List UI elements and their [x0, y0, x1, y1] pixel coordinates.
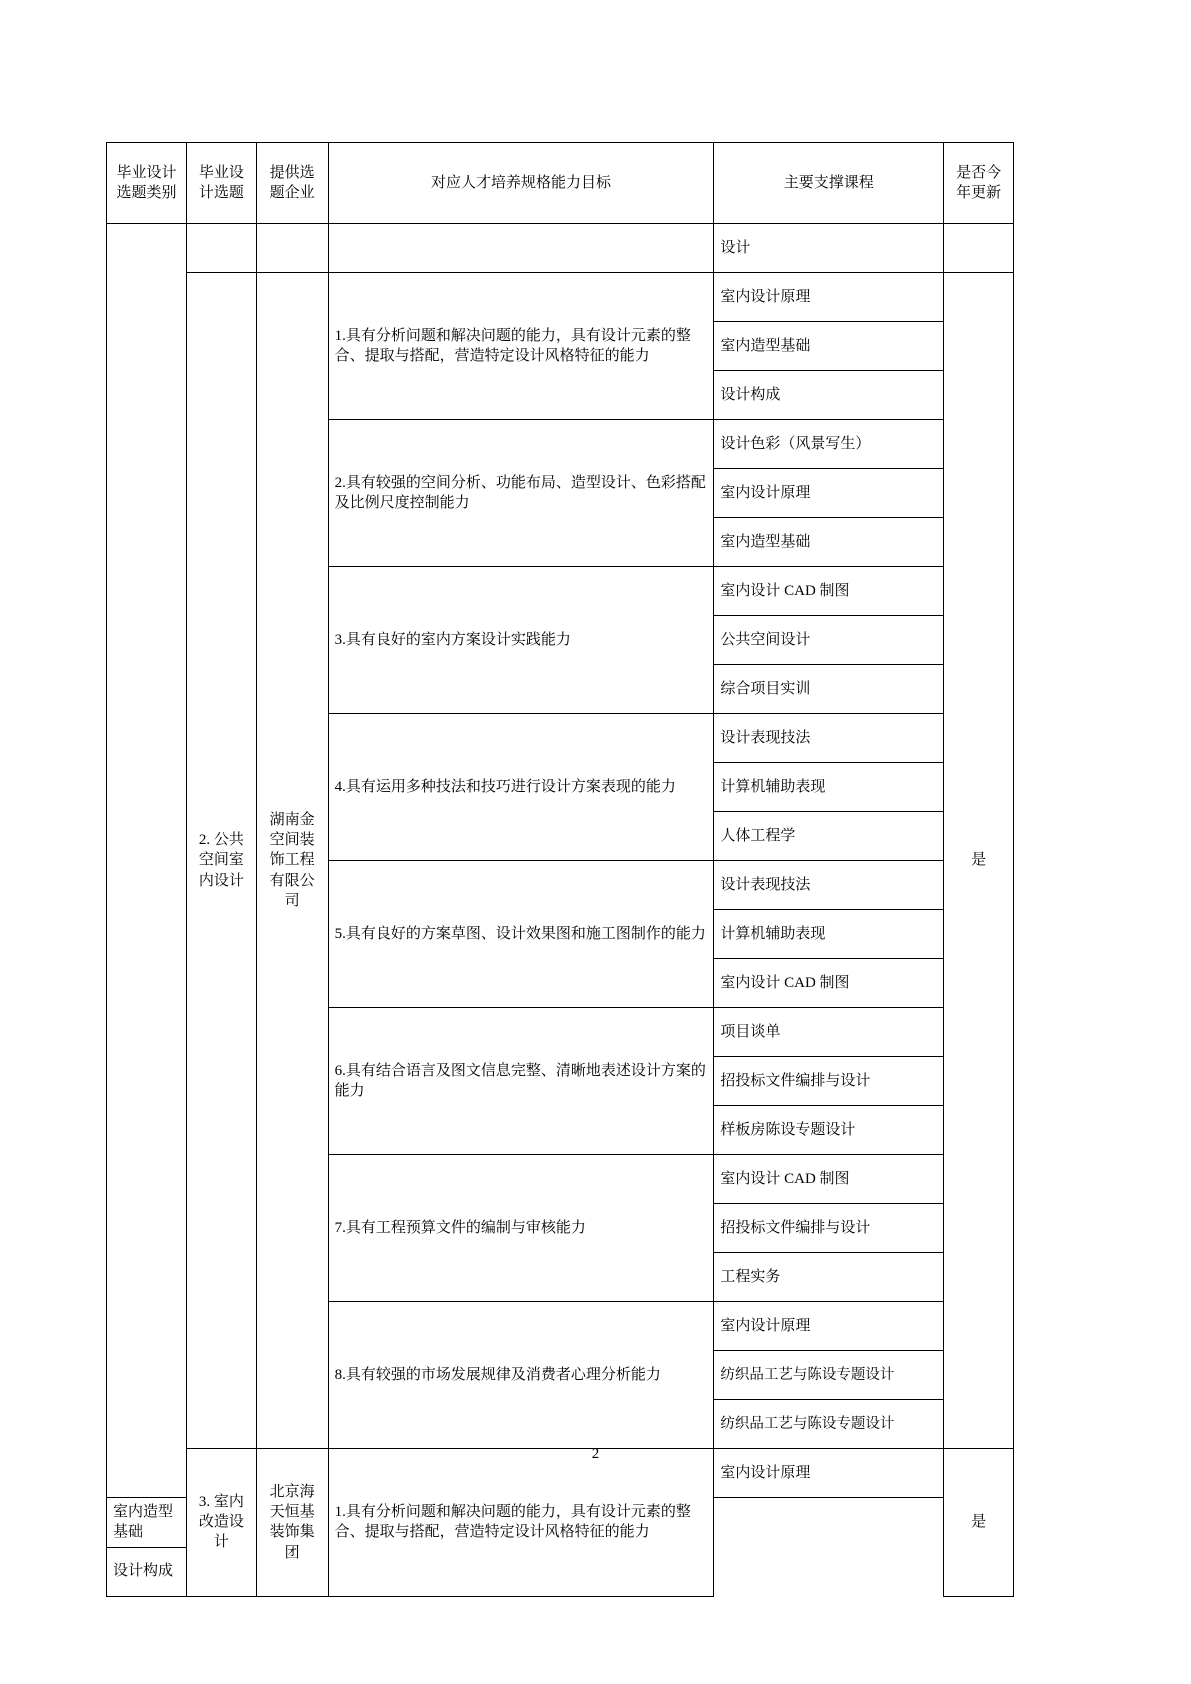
cell-goal: 8.具有较强的市场发展规律及消费者心理分析能力 [328, 1302, 714, 1449]
cell-course: 室内造型基础 [714, 322, 944, 371]
cell-goal: 1.具有分析问题和解决问题的能力，具有设计元素的整合、提取与搭配，营造特定设计风格特征的能力 [328, 273, 714, 420]
cell-course: 样板房陈设专题设计 [714, 1106, 944, 1155]
cell-update: 是 [944, 1449, 1014, 1597]
cell-company-label: 北京海天恒基装饰集团 [269, 1483, 315, 1561]
cell-goal: 3.具有良好的室内方案设计实践能力 [328, 567, 714, 714]
cell-topic [187, 1449, 257, 1597]
cell-goal: 7.具有工程预算文件的编制与审核能力 [328, 1155, 714, 1302]
cell-course: 招投标文件编排与设计 [714, 1057, 944, 1106]
table-row [107, 224, 1014, 273]
cell-course: 纺织品工艺与陈设专题设计 [714, 1400, 944, 1449]
cell-goal: 2.具有较强的空间分析、功能布局、造型设计、色彩搭配及比例尺度控制能力 [328, 420, 714, 567]
header-company: 提供选题企业 [256, 143, 328, 224]
cell-category-blank [107, 224, 187, 1498]
cell-course: 招投标文件编排与设计 [714, 1204, 944, 1253]
cell-course: 设计 [714, 224, 944, 273]
cell-course: 设计色彩（风景写生） [714, 420, 944, 469]
cell-update-blank [944, 224, 1014, 273]
header-category: 毕业设计选题类别 [107, 143, 187, 224]
header-support-course: 主要支撑课程 [714, 143, 944, 224]
cell-goal: 1.具有分析问题和解决问题的能力，具有设计元素的整合、提取与搭配，营造特定设计风格特征的能力 [328, 1449, 714, 1597]
cell-company [256, 273, 328, 1449]
cell-course: 室内造型基础 [107, 1498, 187, 1548]
cell-course: 综合项目实训 [714, 665, 944, 714]
cell-course: 室内设计原理 [714, 1449, 944, 1498]
cell-company [256, 1449, 328, 1597]
cell-course: 室内设计 CAD 制图 [714, 1155, 944, 1204]
cell-topic-label: 2. 公共空间室内设计 [198, 832, 244, 889]
cell-course: 计算机辅助表现 [714, 763, 944, 812]
page-number: 2 [591, 1446, 600, 1462]
cell-goal-blank [328, 224, 714, 273]
header-ability-goal: 对应人才培养规格能力目标 [328, 143, 714, 224]
cell-course: 公共空间设计 [714, 616, 944, 665]
cell-goal: 5.具有良好的方案草图、设计效果图和施工图制作的能力 [328, 861, 714, 1008]
header-topic: 毕业设计选题 [187, 143, 257, 224]
curriculum-table [106, 142, 1014, 1597]
cell-company-label: 湖南金空间装饰工程有限公司 [269, 811, 315, 909]
cell-course: 设计构成 [107, 1547, 187, 1596]
cell-course: 室内造型基础 [714, 518, 944, 567]
table-row [107, 273, 1014, 322]
cell-course: 室内设计原理 [714, 469, 944, 518]
curriculum-table-wrapper [106, 142, 1014, 1597]
cell-update: 是 [944, 273, 1014, 1449]
cell-course: 设计表现技法 [714, 714, 944, 763]
cell-topic [187, 273, 257, 1449]
cell-company-blank [256, 224, 328, 273]
cell-course: 人体工程学 [714, 812, 944, 861]
cell-topic-label: 3. 室内改造设计 [198, 1493, 244, 1551]
cell-course: 设计表现技法 [714, 861, 944, 910]
cell-goal: 6.具有结合语言及图文信息完整、清晰地表述设计方案的能力 [328, 1008, 714, 1155]
cell-topic-blank [187, 224, 257, 273]
cell-course: 室内设计原理 [714, 1302, 944, 1351]
cell-course: 工程实务 [714, 1253, 944, 1302]
cell-goal: 4.具有运用多种技法和技巧进行设计方案表现的能力 [328, 714, 714, 861]
cell-course: 项目谈单 [714, 1008, 944, 1057]
cell-course: 计算机辅助表现 [714, 910, 944, 959]
cell-course: 纺织品工艺与陈设专题设计 [714, 1351, 944, 1400]
cell-course: 设计构成 [714, 371, 944, 420]
cell-course: 室内设计 CAD 制图 [714, 567, 944, 616]
header-updated: 是否今年更新 [944, 143, 1014, 224]
cell-course: 室内设计原理 [714, 273, 944, 322]
cell-course: 室内设计 CAD 制图 [714, 959, 944, 1008]
table-header-row [107, 143, 1014, 224]
